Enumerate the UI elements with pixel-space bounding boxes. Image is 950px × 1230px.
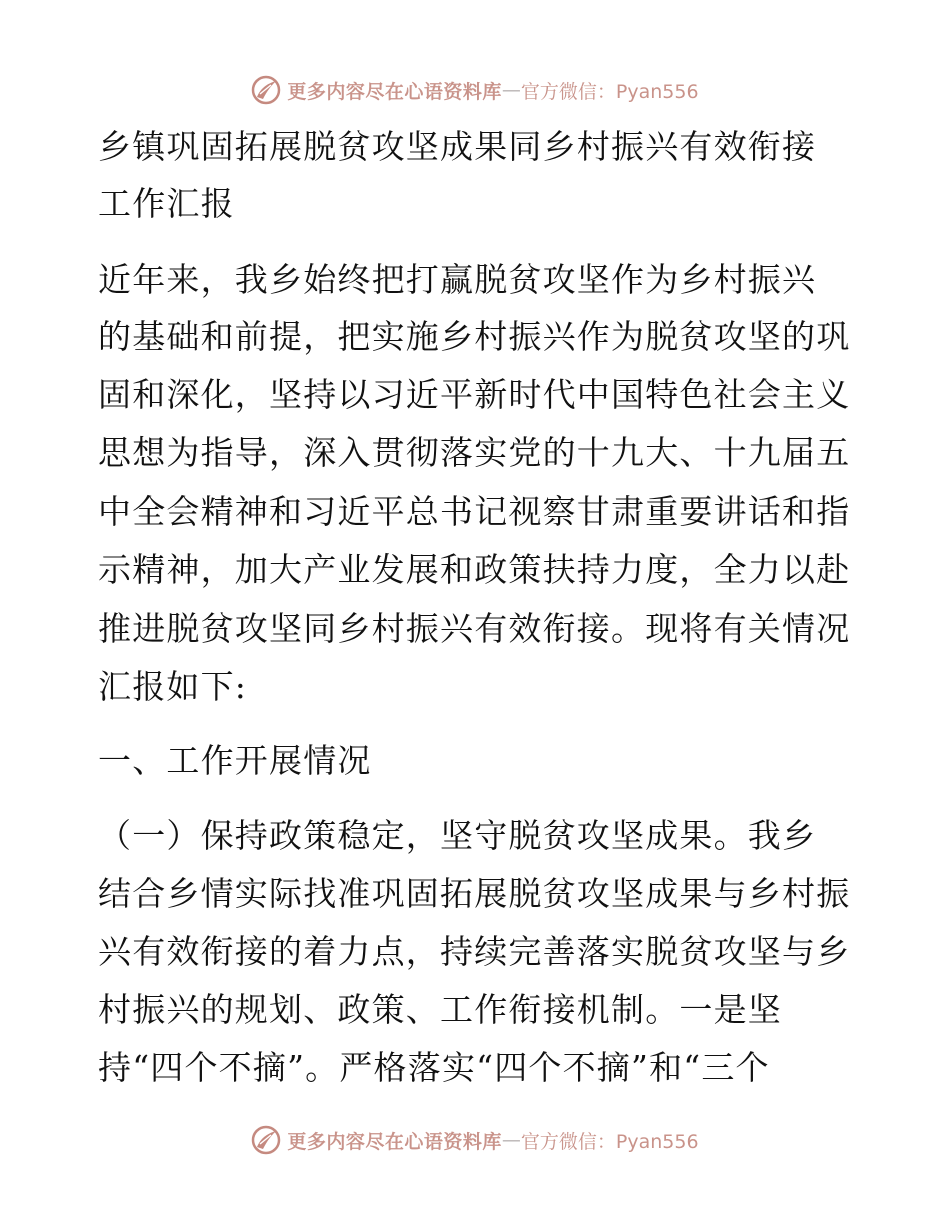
intro-paragraph-line: 固和深化，坚持以习近平新时代中国特色社会主义 [98, 375, 851, 414]
watermark-separator: — [501, 79, 521, 101]
subsection-paragraph-line: 村振兴的规划、政策、工作衔接机制。一是坚 [98, 990, 782, 1029]
watermark-wechat-text: 官方微信：Pyan556 [520, 80, 699, 103]
watermark-wechat-text: 官方微信：Pyan556 [520, 1130, 699, 1153]
intro-paragraph-line: 推进脱贫攻坚同乡村振兴有效衔接。现将有关情况 [98, 609, 851, 648]
subsection-paragraph-line: 兴有效衔接的着力点，持续完善落实脱贫攻坚与乡 [98, 932, 851, 971]
intro-paragraph-line: 中全会精神和习近平总书记视察甘肃重要讲话和指 [98, 492, 851, 531]
section-heading: 一、工作开展情况 [98, 741, 372, 780]
intro-paragraph-line: 思想为指导，深入贯彻落实党的十九大、十九届五 [98, 433, 851, 472]
intro-paragraph-line: 示精神，加大产业发展和政策扶持力度，全力以赴 [98, 550, 851, 589]
document-title-line: 工作汇报 [98, 184, 235, 223]
document-title-line: 乡镇巩固拓展脱贫攻坚成果同乡村振兴有效衔接 [98, 127, 817, 166]
watermark-site-text: 更多内容尽在心语资料库 [287, 1130, 502, 1153]
intro-paragraph-line: 的基础和前提，把实施乡村振兴作为脱贫攻坚的巩 [98, 317, 851, 356]
subsection-paragraph-line: 持“四个不摘”。严格落实“四个不摘”和“三个 [98, 1048, 770, 1087]
watermark-header [0, 72, 950, 108]
intro-paragraph-line: 近年来，我乡始终把打赢脱贫攻坚作为乡村振兴 [98, 260, 817, 299]
watermark-footer [0, 1122, 950, 1158]
brand-logo-icon [251, 1125, 281, 1155]
watermark-separator: — [501, 1129, 521, 1151]
intro-paragraph-line: 汇报如下: [98, 667, 248, 706]
subsection-paragraph-line: （一）保持政策稳定，坚守脱贫攻坚成果。我乡 [98, 816, 817, 855]
brand-logo-icon [251, 75, 281, 105]
subsection-paragraph-line: 结合乡情实际找准巩固拓展脱贫攻坚成果与乡村振 [98, 874, 851, 913]
watermark-site-text: 更多内容尽在心语资料库 [287, 80, 502, 103]
